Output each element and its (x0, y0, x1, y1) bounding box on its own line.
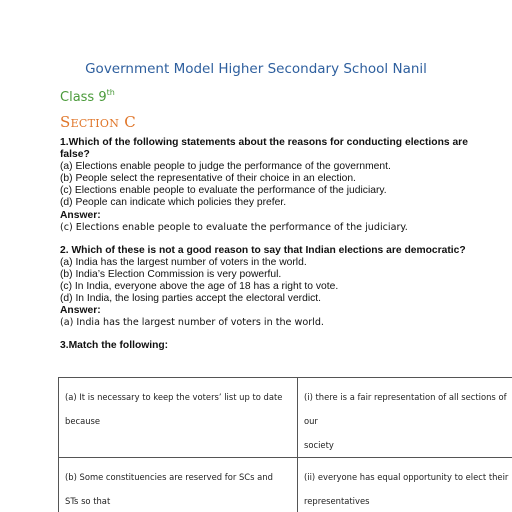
question-1-text-line-2: false? (60, 149, 90, 161)
match-cell-text: society (304, 440, 334, 450)
class-label (60, 88, 115, 105)
match-cell-left (59, 378, 298, 458)
school-title: Government Model Higher Secondary School Nanil (85, 61, 427, 77)
section-heading: Section C (60, 113, 136, 131)
question-1-option-b: (b) People select the representative of their choice in an election. (60, 173, 356, 185)
spacer (60, 329, 460, 340)
question-1-option-c: (c) Elections enable people to evaluate the performance of the judiciary. (60, 185, 387, 197)
question-1-answer: (c) Elections enable people to evaluate the performance of the judiciary. (60, 221, 408, 233)
match-heading: 3.Match the following: (60, 340, 169, 352)
match-table (58, 377, 512, 512)
match-cell-text: representatives (304, 496, 370, 506)
question-2 (60, 244, 466, 330)
question-2-answer: (a) India has the largest number of voters in the world. (60, 317, 324, 329)
match-cell-left (59, 458, 298, 512)
match-cell-text: (i) there is a fair representation of all sections of our (304, 392, 507, 426)
match-cell-text: (ii) everyone has equal opportunity to elect their (304, 472, 509, 482)
match-table-row (59, 378, 512, 458)
question-2-option-a: (a) India has the largest number of voters in the world. (60, 256, 307, 268)
spacer (60, 234, 460, 245)
questions-block (60, 137, 468, 353)
question-2-answer-label: Answer: (60, 305, 101, 317)
question-1-option-d: (d) People can indicate which policies they prefer. (60, 197, 287, 209)
question-2-option-c: (c) In India, everyone above the age of 18 has a right to vote. (60, 281, 339, 293)
match-cell-right (298, 458, 512, 512)
question-2-option-b: (b) India’s Election Commission is very powerful. (60, 268, 282, 280)
question-1-option-a: (a) Elections enable people to judge the performance of the government. (60, 161, 391, 173)
class-label-superscript: th (106, 88, 115, 97)
class-label-text: Class 9 (60, 90, 107, 105)
question-1-text-line-1: 1.Which of the following statements about the reasons for conducting elections are (60, 137, 468, 148)
question-2-option-d: (d) In India, the losing parties accept the electoral verdict. (60, 293, 321, 305)
match-table-row (59, 458, 512, 512)
match-cell-text: because (65, 416, 101, 426)
match-cell-right (298, 378, 512, 458)
match-cell-text: (a) It is necessary to keep the voters’ list up to date (65, 392, 283, 402)
question-1 (60, 137, 468, 234)
match-cell-text: (b) Some constituencies are reserved for SCs and (65, 472, 273, 482)
question-1-answer-label: Answer: (60, 209, 101, 221)
question-2-text-line-1: 2. Which of these is not a good reason to say that Indian elections are democratic? (60, 244, 466, 256)
match-cell-text: STs so that (65, 496, 111, 506)
